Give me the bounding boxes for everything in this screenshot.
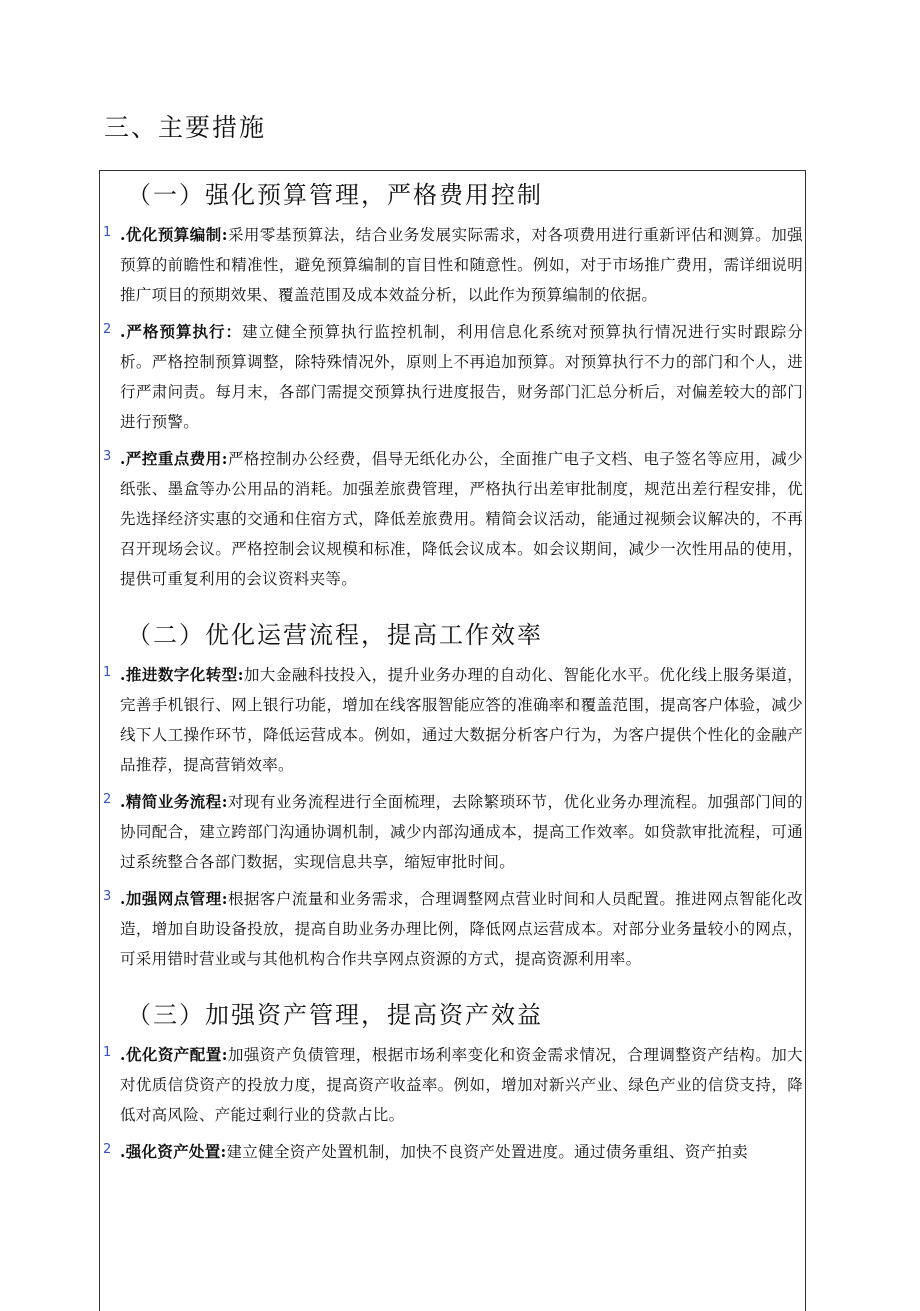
item-number: 3 — [103, 889, 112, 904]
item-label: .优化资产配置: — [120, 1045, 228, 1064]
section-title: （一）强化预算管理，严格费用控制 — [127, 181, 543, 209]
list-item — [103, 787, 803, 877]
item-label: .优化预算编制: — [120, 225, 228, 244]
item-body: 建立健全预算执行监控机制，利用信息化系统对预算执行情况进行实时跟踪分析。严格控制预算调整，除特殊情况外，原则上不再追加预算。对预算执行不力的部门和个人，进行严肃问责。每月末，各部门需提交预算执行进度报告，财务部门汇总分析后，对偏差较大的部门进行预警。 — [120, 323, 804, 431]
item-text — [120, 444, 803, 594]
item-body: 采用零基预算法，结合业务发展实际需求，对各项费用进行重新评估和测算。加强预算的前瞻性和精准性，避免预算编制的盲目性和随意性。例如，对于市场推广费用，需详细说明推广项目的预期效果、覆盖范围及成本效益分析，以此作为预算编制的依据。 — [120, 226, 803, 304]
item-body: 加大金融科技投入，提升业务办理的自动化、智能化水平。优化线上服务渠道，完善手机银行、网上银行功能，增加在线客服智能应答的准确率和覆盖范围，提高客户体验，减少线下人工操作环节，降低运营成本。例如，通过大数据分析客户行为，为客户提供个性化的金融产品推荐，提高营销效率。 — [120, 666, 803, 774]
item-body: 对现有业务流程进行全面梳理，去除繁琐环节，优化业务办理流程。加强部门间的协同配合，建立跨部门沟通协调机制，减少内部沟通成本，提高工作效率。如贷款审批流程，可通过系统整合各部门数据，实现信息共享，缩短审批时间。 — [120, 793, 803, 871]
item-number: 1 — [103, 665, 112, 680]
item-label: .精简业务流程: — [120, 792, 228, 811]
item-text — [120, 220, 803, 310]
item-body: 严格控制办公经费，倡导无纸化办公，全面推广电子文档、电子签名等应用，减少纸张、墨盒等办公用品的消耗。加强差旅费管理，严格执行出差审批制度，规范出差行程安排，优先选择经济实惠的交通和住宿方式，降低差旅费用。精简会议活动，能通过视频会议解决的，不再召开现场会议。严格控制会议规模和标准，降低会议成本。如会议期间，减少一次性用品的使用，提供可重复利用的会议资料夹等。 — [120, 450, 803, 588]
item-number: 2 — [103, 322, 112, 337]
page-title: 三、主要措施 — [104, 113, 267, 142]
section-title: （三）加强资产管理，提高资产效益 — [127, 1001, 543, 1029]
item-label: .推进数字化转型: — [120, 665, 244, 684]
item-label: .加强网点管理: — [120, 889, 228, 908]
item-number: 2 — [103, 1142, 112, 1157]
item-text — [120, 1040, 803, 1130]
section-title: （二）优化运营流程，提高工作效率 — [127, 621, 543, 649]
item-body: 根据客户流量和业务需求，合理调整网点营业时间和人员配置。推进网点智能化改造，增加自助设备投放，提高自助业务办理比例，降低网点运营成本。对部分业务量较小的网点，可采用错时营业或与其他机构合作共享网点资源的方式，提高资源利用率。 — [120, 890, 803, 968]
list-item — [103, 1137, 803, 1167]
item-body: 建立健全资产处置机制，加快不良资产处置进度。通过债务重组、资产拍卖 — [226, 1143, 748, 1161]
list-item — [103, 444, 803, 594]
item-number: 3 — [103, 449, 112, 464]
item-label: .严格预算执行： — [120, 322, 243, 341]
item-number: 1 — [103, 225, 112, 240]
item-number: 1 — [103, 1045, 112, 1060]
item-label: .强化资产处置: — [120, 1142, 227, 1161]
list-item — [103, 660, 803, 780]
list-item — [103, 220, 803, 310]
item-body: 加强资产负债管理，根据市场利率变化和资金需求情况，合理调整资产结构。加大对优质信贷资产的投放力度，提高资产收益率。例如，增加对新兴产业、绿色产业的信贷支持，降低对高风险、产能过剩行业的贷款占比。 — [120, 1046, 803, 1124]
item-text — [120, 787, 803, 877]
item-text — [120, 660, 803, 780]
item-number: 2 — [103, 792, 112, 807]
list-item — [103, 317, 803, 437]
list-item — [103, 1040, 803, 1130]
item-label: .严控重点费用: — [120, 449, 228, 468]
list-item — [103, 884, 803, 974]
item-text — [120, 1137, 803, 1167]
item-text — [120, 884, 803, 974]
item-text — [120, 317, 803, 437]
